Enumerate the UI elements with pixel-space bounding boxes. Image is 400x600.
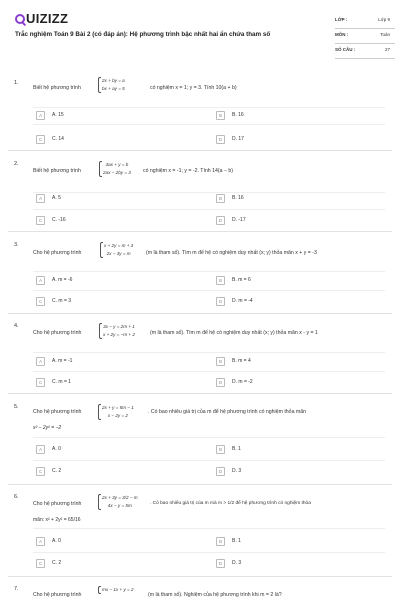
option-text: C. -16 bbox=[52, 217, 66, 223]
equation-line: 2x − 3y = m bbox=[106, 251, 131, 256]
option-text: A. 5 bbox=[52, 195, 61, 201]
option-text: A. m = -1 bbox=[52, 358, 73, 364]
question-stem-pre: Cho hệ phương trình bbox=[33, 409, 82, 415]
option-text: D. 17 bbox=[232, 136, 244, 142]
equation-system bbox=[103, 323, 135, 339]
equation-line: x + 2y = −m + 2 bbox=[103, 332, 135, 337]
question-stem-pre: Biết hệ phương trình bbox=[33, 85, 81, 91]
question-stem-post: có nghiệm x = -1; y = -2. Tính 14(a − b) bbox=[143, 168, 234, 174]
option-letter-box: D bbox=[216, 135, 225, 144]
meta-value: Toán bbox=[380, 32, 390, 37]
option-text: D. 3 bbox=[232, 468, 242, 474]
option-text: C. 14 bbox=[52, 136, 64, 142]
option-text: C. m = 1 bbox=[52, 379, 72, 385]
equation-line: x + 2y = m + 3 bbox=[104, 243, 134, 248]
question-stem-post: (m là tham số). Tìm m để hệ có nghiệm duy nhất (x; y) thỏa mãn x - y = 1 bbox=[150, 330, 318, 336]
option-letter-box: A bbox=[36, 537, 45, 546]
question-number: 7. bbox=[14, 586, 19, 592]
equation-system bbox=[102, 494, 138, 510]
option-letter-box: B bbox=[216, 194, 225, 203]
option-text: A. 0 bbox=[52, 538, 61, 544]
option-letter-box: D bbox=[216, 559, 225, 568]
equation-system bbox=[102, 586, 134, 594]
meta-key: MÔN : bbox=[335, 32, 349, 37]
option-letter-box: A bbox=[36, 276, 45, 285]
option-text: B. 1 bbox=[232, 538, 241, 544]
question-number: 4. bbox=[14, 323, 19, 329]
meta-key: LỚP : bbox=[335, 17, 348, 22]
option-letter-box: C bbox=[36, 378, 45, 387]
question-number: 5. bbox=[14, 404, 19, 410]
option-letter-box: A bbox=[36, 357, 45, 366]
question-number: 2. bbox=[14, 161, 19, 167]
question-stem-line2: x² − 2y² = −2 bbox=[33, 425, 62, 431]
question-number: 6. bbox=[14, 494, 19, 500]
option-text: B. 16 bbox=[232, 195, 244, 201]
meta-value: 27 bbox=[384, 47, 390, 52]
question-divider bbox=[8, 484, 392, 485]
option-text: D. m = -2 bbox=[232, 379, 253, 385]
meta-key: SỐ CÂU : bbox=[335, 47, 356, 52]
question-divider bbox=[8, 231, 392, 232]
meta-row-class bbox=[335, 14, 395, 29]
equation-line: 2x + 3y = 3/2 − m bbox=[102, 495, 138, 500]
option-letter-box: C bbox=[36, 135, 45, 144]
meta-row-subject bbox=[335, 29, 395, 44]
question-stem-pre: Biết hệ phương trình bbox=[33, 168, 81, 174]
option-letter-box: D bbox=[216, 297, 225, 306]
question-divider bbox=[8, 576, 392, 577]
option-text: B. 1 bbox=[232, 446, 241, 452]
option-text: C. m = 3 bbox=[52, 298, 72, 304]
equation-line: 2x + y = 5m − 1 bbox=[102, 405, 134, 410]
equation-line: 3x − y = 2m + 1 bbox=[103, 324, 135, 329]
option-text: D. m = -4 bbox=[232, 298, 253, 304]
option-text: A. m = -6 bbox=[52, 277, 73, 283]
equation-system bbox=[102, 404, 134, 420]
question-divider bbox=[8, 393, 392, 394]
option-letter-box: C bbox=[36, 216, 45, 225]
worksheet-header bbox=[0, 0, 400, 66]
equation-system bbox=[102, 77, 125, 93]
equation-line: x − 2y = 2 bbox=[107, 413, 128, 418]
option-text: C. 2 bbox=[52, 468, 62, 474]
option-letter-box: B bbox=[216, 111, 225, 120]
equation-line: bx + ay = 5 bbox=[102, 86, 125, 91]
option-text: B. 16 bbox=[232, 112, 244, 118]
question-divider bbox=[8, 150, 392, 151]
option-letter-box: A bbox=[36, 445, 45, 454]
question-stem-pre: Cho hệ phương trình bbox=[33, 592, 82, 598]
question-stem-line2: mãn: x² + 2y² = 65/16 bbox=[33, 517, 81, 523]
q-logo-icon bbox=[15, 14, 25, 24]
question-stem-post: (m là tham số). Nghiệm của hệ phương trình khi m = 2 là? bbox=[148, 592, 282, 598]
option-letter-box: B bbox=[216, 537, 225, 546]
option-text: A. 15 bbox=[52, 112, 64, 118]
logo-text: UIZIZZ bbox=[26, 11, 69, 26]
option-letter-box: B bbox=[216, 357, 225, 366]
equation-line: 2ax − 2by = 3 bbox=[103, 170, 131, 175]
question-stem-post: . Có bao nhiêu giá trị của m để hệ phương trình có nghiệm thỏa mãn bbox=[148, 409, 306, 415]
question-divider bbox=[8, 313, 392, 314]
equation-line: 3ax + y = b bbox=[105, 162, 129, 167]
question-stem-pre: Cho hệ phương trình bbox=[33, 330, 82, 336]
option-letter-box: D bbox=[216, 378, 225, 387]
quizizz-logo[interactable] bbox=[15, 11, 68, 26]
question-number: 3. bbox=[14, 242, 19, 248]
option-letter-box: D bbox=[216, 467, 225, 476]
option-text: A. 0 bbox=[52, 446, 61, 452]
question-stem-post: (m là tham số). Tìm m để hệ có nghiệm duy nhất (x; y) thỏa mãn x + y = -3 bbox=[146, 250, 317, 256]
option-text: D. 3 bbox=[232, 560, 242, 566]
meta-table bbox=[335, 14, 395, 59]
option-letter-box: B bbox=[216, 276, 225, 285]
question-stem-post: có nghiệm x = 1; y = 3. Tính 10(a + b) bbox=[150, 85, 237, 91]
equation-system bbox=[104, 242, 133, 258]
worksheet-title: Trắc nghiệm Toán 9 Bài 2 (có đáp án): Hệ phương trình bậc nhất hai ẩn chứa tham số bbox=[15, 31, 271, 38]
option-text: D. -17 bbox=[232, 217, 246, 223]
option-letter-box: C bbox=[36, 297, 45, 306]
equation-line: 4x − y = 5m bbox=[107, 503, 132, 508]
option-letter-box: A bbox=[36, 194, 45, 203]
option-text: B. m = 4 bbox=[232, 358, 251, 364]
meta-value: Lớp 9 bbox=[378, 17, 390, 22]
option-letter-box: B bbox=[216, 445, 225, 454]
option-letter-box: C bbox=[36, 559, 45, 568]
question-number: 1. bbox=[14, 80, 19, 86]
option-letter-box: A bbox=[36, 111, 45, 120]
equation-line: 2x + by = a bbox=[102, 78, 125, 83]
equation-line: mx − 1x + y = 2 bbox=[102, 587, 134, 592]
question-stem-post: . Có bao nhiêu giá trị của m mà m > 1/2 để hệ phương trình có nghiệm thỏa bbox=[150, 501, 311, 506]
option-letter-box: C bbox=[36, 467, 45, 476]
meta-row-count bbox=[335, 44, 395, 59]
option-letter-box: D bbox=[216, 216, 225, 225]
question-stem-pre: Cho hệ phương trình bbox=[33, 501, 82, 507]
equation-system bbox=[103, 161, 131, 177]
option-text: B. m = 6 bbox=[232, 277, 251, 283]
option-text: C. 2 bbox=[52, 560, 62, 566]
question-stem-pre: Cho hệ phương trình bbox=[33, 250, 82, 256]
